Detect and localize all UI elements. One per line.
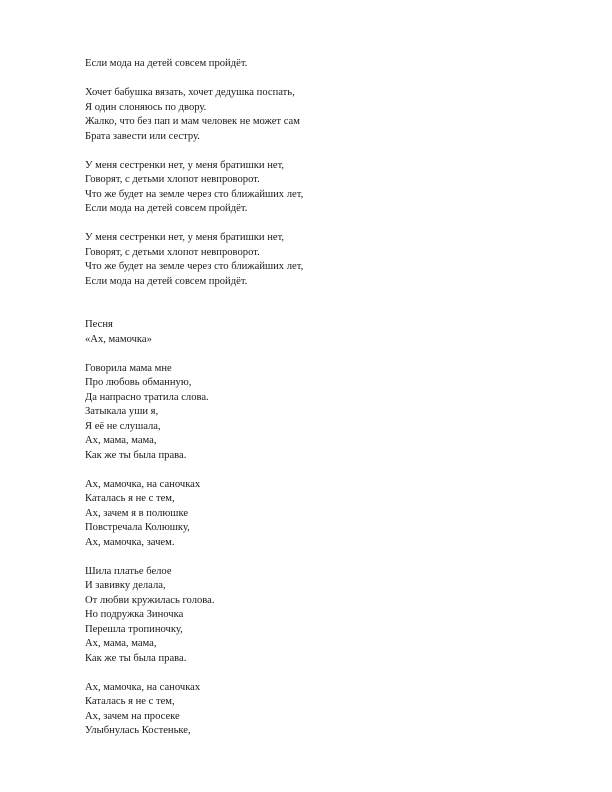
text-line: Я её не слушала, xyxy=(85,420,161,432)
text-line: Если мода на детей совсем пройдёт. xyxy=(85,203,248,214)
song-label: Песня xyxy=(85,319,113,330)
stanza-6 xyxy=(85,478,545,551)
text-line: Если мода на детей совсем пройдёт. xyxy=(85,275,248,287)
text-line: Улыбнулась Костеньке, xyxy=(85,725,191,736)
text-line: Ах, мамочка, на саночках xyxy=(85,681,201,693)
text-line: Говорят, с детьми хлопот невпроворот. xyxy=(85,174,260,185)
text-line: Но подружка Зиночка xyxy=(85,609,184,620)
text-line: Жалко, что без пап и мам человек не может сам xyxy=(85,116,300,127)
text-line: Говорят, с детьми хлопот невпроворот. xyxy=(85,246,260,258)
text-line: Что же будет на земле через сто ближайших лет, xyxy=(85,188,304,200)
text-line: Как же ты была права. xyxy=(85,652,187,664)
stanza-4 xyxy=(85,231,545,289)
song-title-block xyxy=(85,318,545,347)
text-line: Я один слоняюсь по двору. xyxy=(85,101,207,113)
stanza-5 xyxy=(85,362,545,464)
text-line: У меня сестренки нет, у меня братишки нет, xyxy=(85,232,285,243)
text-line: Если мода на детей совсем пройдёт. xyxy=(85,58,248,69)
text-line: Повстречала Колюшку, xyxy=(85,522,190,533)
stanza-1 xyxy=(85,57,545,72)
text-line: Про любовь обманную, xyxy=(85,377,192,388)
text-line: От любви кружилась голова. xyxy=(85,594,215,606)
document-text xyxy=(85,57,545,753)
text-line: Ах, мамочка, зачем. xyxy=(85,536,175,548)
text-line: Да напрасно тратила слова. xyxy=(85,391,209,403)
stanza-7 xyxy=(85,565,545,667)
text-line: Каталась я не с тем, xyxy=(85,493,175,504)
text-line: Как же ты была права. xyxy=(85,449,187,461)
stanza-3 xyxy=(85,159,545,217)
text-line: Шила платье белое xyxy=(85,565,172,577)
text-line: Что же будет на земле через сто ближайших лет, xyxy=(85,261,304,272)
stanza-2 xyxy=(85,86,545,144)
text-line: Ах, зачем я в полюшке xyxy=(85,507,189,519)
song-title: «Ах, мамочка» xyxy=(85,333,152,345)
text-line: Брата завести или сестру. xyxy=(85,130,200,142)
text-line: Затыкала уши я, xyxy=(85,406,159,417)
text-line: Перешла тропиночку, xyxy=(85,623,183,635)
text-line: У меня сестренки нет, у меня братишки нет, xyxy=(85,159,285,171)
text-line: Ах, мама, мама, xyxy=(85,435,157,446)
text-line: Ах, мамочка, на саночках xyxy=(85,478,201,490)
text-line: И завивку делала, xyxy=(85,580,166,591)
text-line: Ах, мама, мама, xyxy=(85,638,157,649)
text-line: Каталась я не с тем, xyxy=(85,696,175,707)
text-line: Ах, зачем на просеке xyxy=(85,710,180,722)
text-line: Говорила мама мне xyxy=(85,362,172,374)
text-line: Хочет бабушка вязать, хочет дедушка поспать, xyxy=(85,87,295,98)
stanza-8 xyxy=(85,681,545,739)
